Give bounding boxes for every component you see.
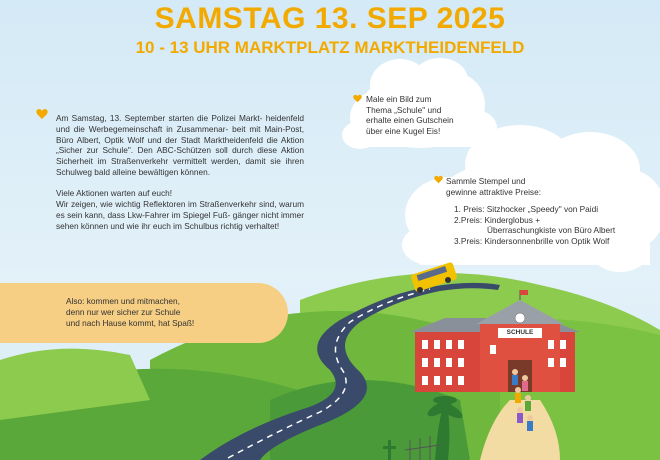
event-date-title: SAMSTAG 13. SEP 2025 [154, 2, 506, 35]
prize-text: Überraschungkiste von Büro Albert [487, 225, 616, 236]
cta-line-3: und nach Hause kommt, hat Spaß! [66, 317, 195, 328]
prize-text: Kindersonnenbrille von Optik Wolf [484, 235, 610, 246]
intro-paragraph-2 [56, 188, 304, 231]
prize-label: 2.Preis: [454, 214, 483, 225]
cloud1-line-4: über eine Kugel Eis! [366, 125, 441, 136]
event-time-location: 10 - 13 UHR MARKTPLATZ MARKTHEIDENFELD [135, 38, 525, 57]
cloud2-line-2: gewinne attraktive Preise: [446, 186, 542, 197]
intro-text [56, 113, 304, 242]
drawing-contest-text [366, 94, 486, 136]
cloud1-line-2: Thema „Schule" und [366, 104, 442, 115]
prize-item [454, 215, 654, 226]
cloud-bottom [402, 125, 660, 272]
school-sign: SCHULE [506, 329, 534, 336]
cloud1-line-1: Male ein Bild zum [366, 94, 432, 104]
stamp-collection-text [446, 176, 606, 197]
cloud1-line-3: erhalte einen Gutschein [366, 115, 454, 126]
cta-line-1: Also: kommen und mitmachen, [66, 296, 180, 306]
intro-paragraph-2-body: Wir zeigen, wie wichtig Reflektoren im Straßenverkehr sind, warum es sein kann, dass Lkw-Fahrer im Spiegel Fuß- gänger nicht immer sehen können und wie ihr euch im Schulbus richtig verhaltet! [56, 199, 304, 231]
heart-icon [36, 108, 48, 120]
prize-list [454, 204, 654, 246]
heart-icon [353, 94, 362, 103]
heart-icon [434, 175, 443, 184]
prize-text: Sitzhocker „Speedy" von Paidi [486, 204, 599, 214]
prize-label: 3.Preis: [454, 235, 483, 246]
prize-label: 1. Preis: [454, 204, 485, 214]
cloud2-line-1: Sammle Stempel und [446, 176, 526, 186]
cta-line-2: denn nur wer sicher zur Schule [66, 306, 181, 317]
prize-item [454, 204, 654, 215]
call-to-action-text [66, 296, 266, 328]
intro-paragraph-1: Am Samstag, 13. September starten die Polizei Markt- heidenfeld und die Werbegemeinschaft in Zusammenar- beit mit Main-Post, Büro Albert, Optik Wolf und der Stadt Marktheidenfeld die Aktion „Sicher zur Schule". Den ABC-Schützen soll durch diese Aktion Sicherheit im Straßenverkehr vermittelt werden, damit sie ihren Schulweg bald alleine bewältigen können. [56, 113, 304, 177]
prize-text: Kinderglobus + [484, 214, 541, 225]
prize-item [454, 225, 654, 236]
intro-paragraph-2-lead: Viele Aktionen warten auf euch! [56, 188, 173, 199]
prize-item [454, 236, 654, 247]
